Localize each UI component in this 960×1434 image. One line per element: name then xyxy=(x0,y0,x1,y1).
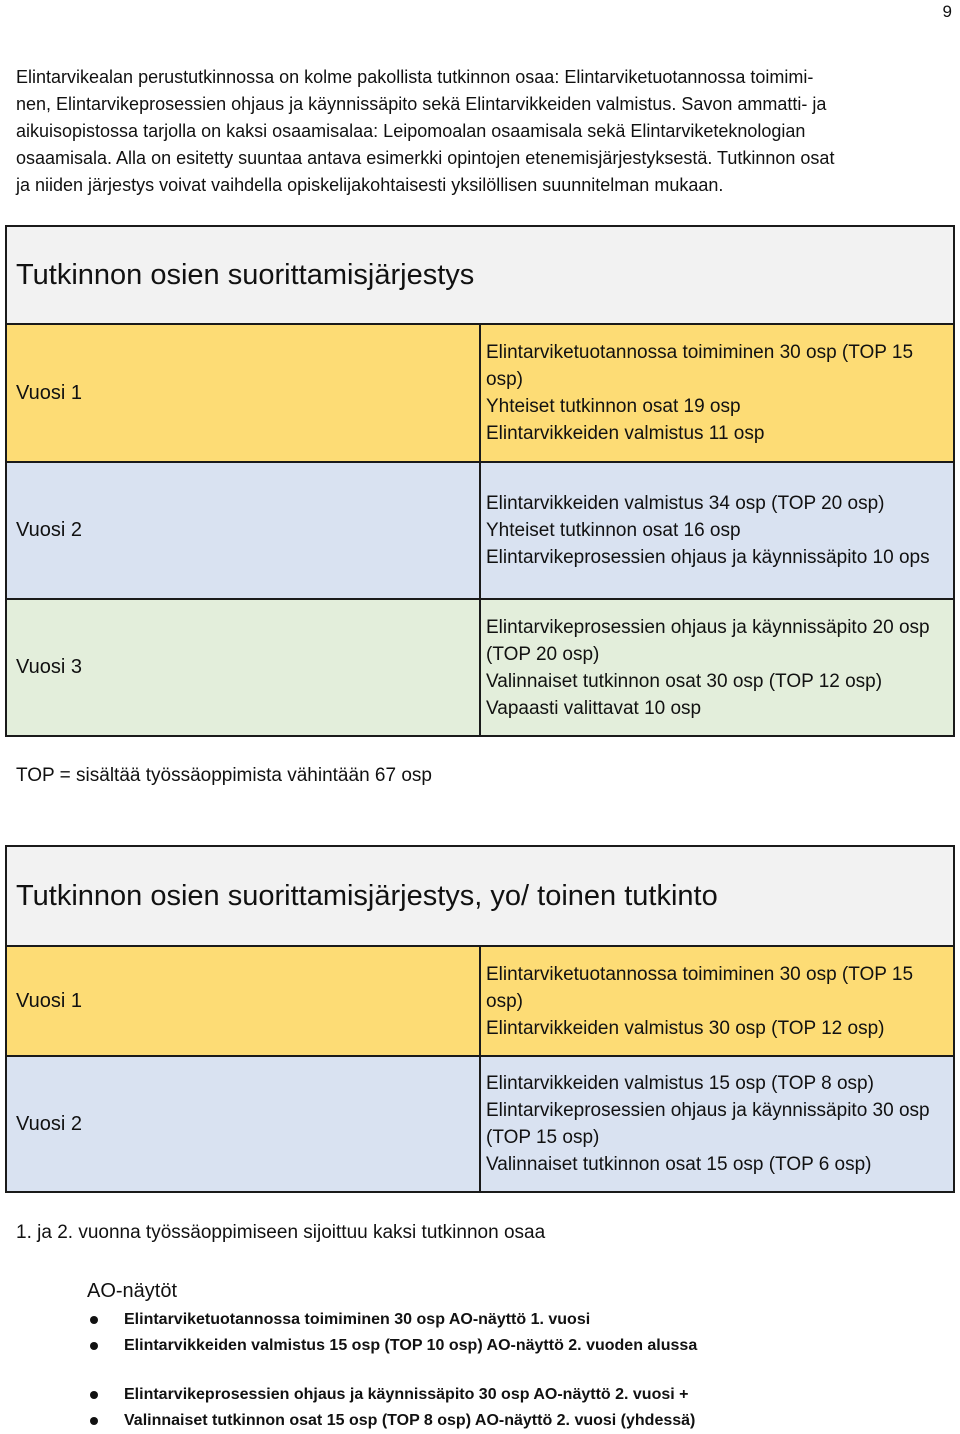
year-label: Vuosi 1 xyxy=(6,946,480,1056)
list-item: Elintarviketuotannossa toimiminen 30 osp AO-näyttö 1. vuosi xyxy=(88,1307,697,1333)
course-line: Elintarvikkeiden valmistus 34 osp (TOP 20 osp) xyxy=(486,493,885,514)
table-row-year-1 xyxy=(6,324,954,462)
year-label: Vuosi 2 xyxy=(6,462,480,599)
year-content xyxy=(480,324,954,462)
ao-demonstrations-heading: AO-näytöt xyxy=(87,1280,178,1302)
table-row-year-2 xyxy=(6,1056,954,1192)
course-line: Vapaasti valittavat 10 osp xyxy=(486,697,702,719)
table-row-year-2 xyxy=(6,462,954,599)
page-number: 9 xyxy=(942,2,952,21)
year-content xyxy=(480,1056,954,1192)
table-row-year-3 xyxy=(6,599,954,736)
table-row-year-1 xyxy=(6,946,954,1056)
table-title: Tutkinnon osien suorittamisjärjestys xyxy=(6,226,954,324)
year-content xyxy=(480,946,954,1056)
study-order-table xyxy=(5,225,955,737)
course-line: Yhteiset tutkinnon osat 16 osp xyxy=(486,520,741,541)
intro-line: osaamisala. Alla on esitetty suuntaa antava esimerkki opintojen etenemisjärjestyksestä. Tutkinnon osat xyxy=(16,148,835,168)
course-line: Elintarvikkeiden valmistus 11 osp xyxy=(486,423,765,444)
course-line: Elintarvikkeiden valmistus 30 osp (TOP 12 osp) xyxy=(486,1017,885,1039)
ao-list-group-2 xyxy=(88,1382,695,1434)
table-title: Tutkinnon osien suorittamisjärjestys, yo/ toinen tutkinto xyxy=(6,846,954,946)
year-label: Vuosi 2 xyxy=(6,1056,480,1192)
intro-paragraph xyxy=(16,64,952,199)
intro-line: ja niiden järjestys voivat vaihdella opiskelijakohtaisesti yksilöllisen suunnitelman mukaan. xyxy=(16,175,724,195)
course-line: Elintarvikkeiden valmistus 15 osp (TOP 8 osp) xyxy=(486,1073,874,1094)
course-line: Elintarviketuotannossa toimiminen 30 osp (TOP 15 osp) xyxy=(486,342,914,390)
list-item: Elintarvikeprosessien ohjaus ja käynnissäpito 30 osp AO-näyttö 2. vuosi + xyxy=(88,1382,695,1408)
course-line: Valinnaiset tutkinnon osat 30 osp (TOP 12 osp) xyxy=(486,670,883,692)
course-line: Elintarvikeprosessien ohjaus ja käynnissäpito 20 osp (TOP 20 osp) xyxy=(486,616,930,665)
year-label: Vuosi 1 xyxy=(6,324,480,462)
course-line: Elintarviketuotannossa toimiminen 30 osp (TOP 15 osp) xyxy=(486,963,914,1012)
work-placement-note: 1. ja 2. vuonna työssäoppimiseen sijoittuu kaksi tutkinnon osaa xyxy=(16,1222,546,1243)
ao-list-group-1 xyxy=(88,1307,697,1359)
year-content xyxy=(480,599,954,736)
course-line: Valinnaiset tutkinnon osat 15 osp (TOP 6 osp) xyxy=(486,1154,872,1175)
year-label: Vuosi 3 xyxy=(6,599,480,736)
intro-line: Elintarvikealan perustutkinnossa on kolme pakollista tutkinnon osaa: Elintarviketuotannossa toimimi- xyxy=(16,67,814,87)
intro-line: aikuisopistossa tarjolla on kaksi osaamisalaa: Leipomoalan osaamisala sekä Elintarviketeknologian xyxy=(16,121,806,141)
year-content xyxy=(480,462,954,599)
intro-line: nen, Elintarvikeprosessien ohjaus ja käynnissäpito sekä Elintarvikkeiden valmistus. Savon ammatti- ja xyxy=(16,94,827,114)
list-item: Valinnaiset tutkinnon osat 15 osp (TOP 8 osp) AO-näyttö 2. vuosi (yhdessä) xyxy=(88,1408,695,1434)
course-line: Yhteiset tutkinnon osat 19 osp xyxy=(486,396,741,417)
list-item: Elintarvikkeiden valmistus 15 osp (TOP 10 osp) AO-näyttö 2. vuoden alussa xyxy=(88,1333,697,1359)
study-order-table-secondary xyxy=(5,845,955,1193)
top-note: TOP = sisältää työssäoppimista vähintään 67 osp xyxy=(16,765,432,786)
course-line: Elintarvikeprosessien ohjaus ja käynnissäpito 10 ops xyxy=(486,547,930,568)
course-line: Elintarvikeprosessien ohjaus ja käynnissäpito 30 osp (TOP 15 osp) xyxy=(486,1100,930,1148)
